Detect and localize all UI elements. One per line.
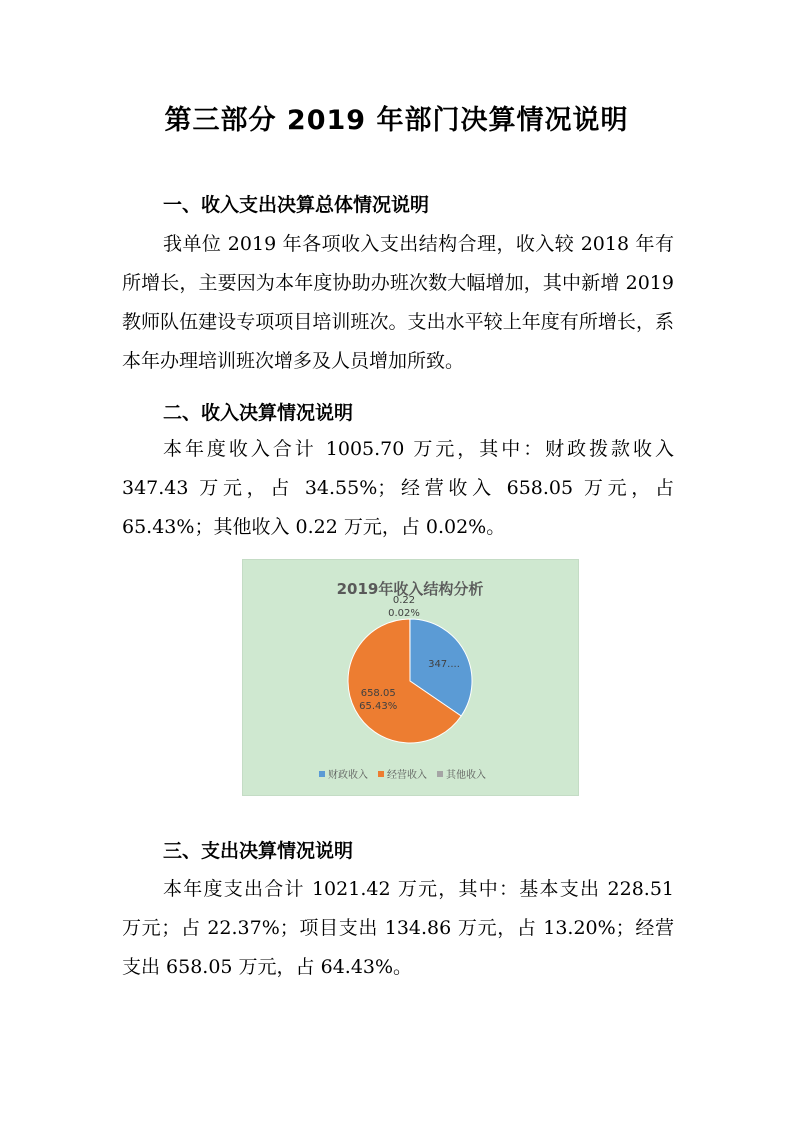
section-body-income: 本年度收入合计 1005.70 万元，其中：财政拨款收入 347.43 万元，占 34.55%；经营收入 658.05 万元，占 65.43%；其他收入 0.22 万元，占 0.02%。: [122, 438, 674, 538]
legend-label: 经营收入: [387, 770, 427, 781]
section-body-expense: 本年度支出合计 1021.42 万元，其中：基本支出 228.51 万元；占 22.37%；项目支出 134.86 万元，占 13.20%；经营支出 658.05 万元，占 64.43%。: [122, 878, 674, 978]
data-label-operating-percent: 65.43%: [359, 700, 398, 712]
data-label-other-value: 0.22: [392, 595, 416, 606]
section-heading-overview: 一、收入支出决算总体情况说明: [163, 194, 430, 216]
legend-marker: [378, 771, 384, 777]
pie-chart-svg: [243, 560, 578, 795]
data-label-fiscal-value: 347....: [428, 659, 460, 671]
legend-marker: [319, 771, 325, 777]
page-title: 第三部分 2019 年部门决算情况说明: [164, 105, 629, 136]
section-heading-income: 二、收入决算情况说明: [163, 402, 354, 424]
legend-label: 其他收入: [446, 770, 486, 781]
chart-title: 2019年收入结构分析: [336, 580, 484, 598]
income-pie-chart: [242, 559, 579, 796]
data-label-operating-value: 658.05: [360, 687, 396, 699]
legend-label: 财政收入: [328, 770, 368, 781]
section-body-overview: 我单位 2019 年各项收入支出结构合理，收入较 2018 年有所增长，主要因为本年度协助办班次数大幅增加，其中新增 2019 教师队伍建设专项项目培训班次。支出水平较上年度有所增长，系本年办理培训班次增多及人员增加所致。: [122, 233, 674, 372]
legend-marker: [437, 771, 443, 777]
data-label-other-percent: 0.02%: [388, 608, 420, 619]
section-heading-expense: 三、支出决算情况说明: [163, 840, 354, 862]
